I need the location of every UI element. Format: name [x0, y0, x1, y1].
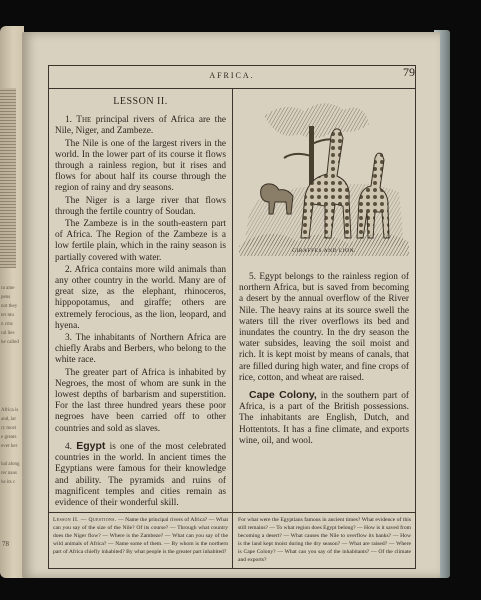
facing-page-number: 78 — [2, 540, 9, 548]
paragraph-animals: 2. Africa contains more wild animals than any other country in the world. Many are of great size, as the elephant, rhinoceros, hippopotamus, and giraffe; others are extremely ferocious, as the lion, leopard, and hyena. — [55, 264, 226, 331]
running-title: AFRICA. — [209, 71, 255, 80]
lesson-title: LESSON II. — [113, 96, 168, 107]
paragraph-rivers — [55, 115, 226, 137]
questions-right — [233, 512, 415, 568]
paragraph-zambeze: The Zambeze is in the south-eastern part of Africa. The Region of the Zambeze is a low fertile plain, which in the rainy season is partially covered with water. — [55, 219, 226, 263]
questions-left — [49, 512, 232, 568]
column-rule — [232, 89, 233, 568]
subheading-cape-colony: Cape Colony, — [249, 389, 317, 402]
running-head — [49, 66, 415, 89]
paragraph-negroes: The greater part of Africa is inhabited by Negroes, the most of whom are sunk in the lowest depths of barbarism and superstition. For the last three hundred years these poor negroes have been carried off to other countries and sold as slaves. — [55, 367, 226, 434]
page-frame — [48, 65, 416, 569]
book-page — [22, 32, 440, 578]
page-number: 79 — [403, 65, 415, 79]
left-column — [55, 96, 226, 510]
questions-left-text: — Name the principal rivers of Africa? — What can you say of the size of the Nile? Of its course? — Through what country does the Niger flow? — Where is the Zambeze? — What can you say of the wild animals of Africa? — Name some of them. — By whom is the northern part of Africa chiefly inhabited? By what people is the greater part inhabited? — [53, 517, 228, 556]
facing-page-edge — [0, 26, 24, 578]
questions-right-text: For what were the Egyptians famous in ancient times? What evidence of this still remains? — To what region does Egypt belong? — How is it saved from becoming a desert? — What causes the Nile to overflow its banks? — How is the land kept moist during the dry season? — What are raised? — Where is Cape Colony? — What can you say of the inhabitants? — Of the climate and exports? — [238, 517, 411, 564]
illustration-caption: GIRAFFES AND LION. — [292, 248, 356, 254]
facing-page-text-b: Africa is and, lar ry most e greats ever her hal along rer naus he its c — [1, 408, 20, 485]
paragraph-niger: The Niger is a large river that flows through the fertile country of Soudan. — [55, 195, 226, 217]
right-column — [239, 96, 409, 448]
paragraph-inhabitants: 3. The inhabitants of Northern Africa are chiefly Arabs and Berbers, who belong to the white race. — [55, 333, 226, 366]
giraffes-engraving-image — [239, 96, 409, 256]
paragraph-text: in the southern part of Africa, is a part of the British possessions. The inhabitants are English, Dutch, and Hottentots. It has a fine climate, and exports wine, oil, and wool. — [239, 391, 409, 446]
subheading-egypt: Egypt — [76, 439, 106, 452]
giraffes-and-lion-illustration — [239, 96, 409, 264]
paragraph-lead: 1. The — [65, 115, 92, 126]
paragraph-number: 4. — [65, 441, 77, 452]
paragraph-cape-colony — [239, 390, 409, 447]
questions-heading: Lesson II. — Questions. — [53, 517, 117, 523]
facing-page-engraving — [0, 88, 16, 268]
paragraph-text: principal rivers of Africa are the Nile, Niger, and Zambeze. — [55, 115, 227, 137]
paragraph-text: is one of the most celebrated countries in the world. In ancient times the Egyptians were famous for their knowledge and ability. The pyramids and ruins of magnificent temples and cities remain as evidence of their wonderful skill. — [55, 441, 227, 508]
paragraph-egypt-rainless: 5. Egypt belongs to the rainless region of northern Africa, but is saved from becoming a desert by the annual overflow of the River Nile. The heavy rains at its source swell the waters till the river overflows its bed and inundates the country. In the dry season the water subsides, leaving the soil moist and rich. It is kept moist by means of canals, that are filled during high water, and fine crops of rice, cotton, and wheat are raised. — [239, 272, 409, 383]
paragraph-nile: The Nile is one of the largest rivers in the world. In the lower part of its course it flows through a rainless region, but it rises and flows for about half its course through the region of rainy and dry seasons. — [55, 138, 226, 194]
facing-page-text-a: ra ame pens not they ter mu n cms ral lies he called — [1, 286, 19, 345]
paragraph-egypt — [55, 441, 226, 509]
